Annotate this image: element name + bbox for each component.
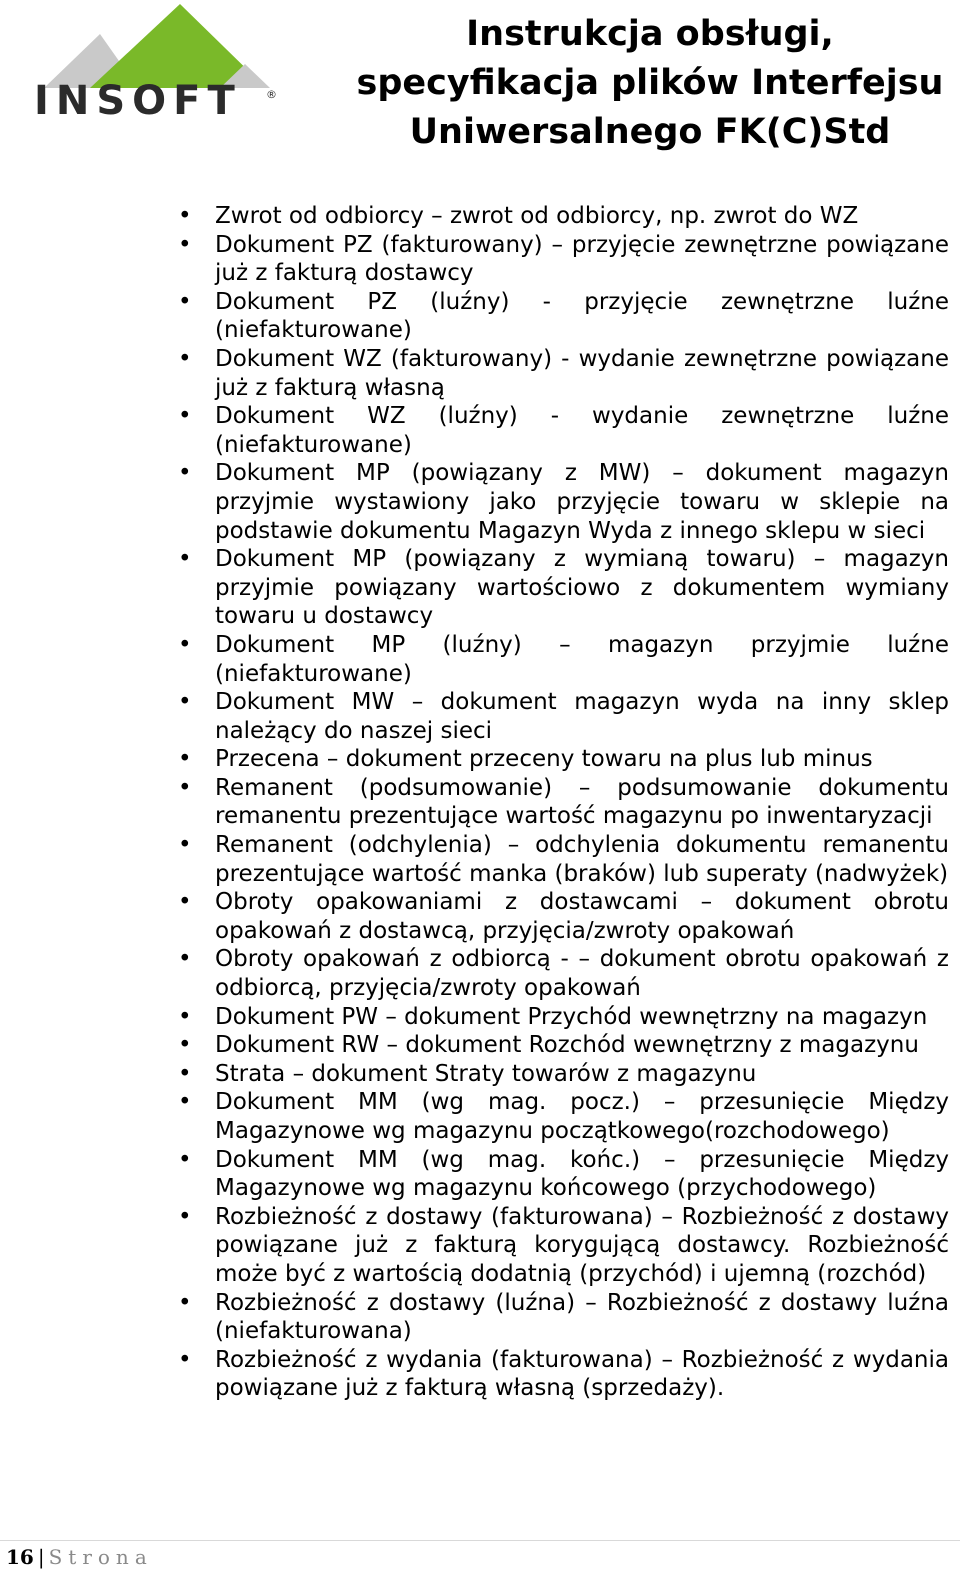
list-item: • Obroty opakowań z odbiorcą - – dokument obrotu opakowań z odbiorcą, przyjęcia/zwroty opakowań [178,945,949,1002]
list-item: • Dokument MM (wg mag. końc.) – przesunięcie Między Magazynowe wg magazynu końcowego (przychodowego) [178,1146,949,1203]
page-number: 16 [6,1545,34,1569]
page-label: Strona [48,1545,153,1569]
list-item: • Rozbieżność z wydania (fakturowana) – Rozbieżność z wydania powiązane już z fakturą własną (sprzedaży). [178,1346,949,1403]
list-item: • Przecena – dokument przeceny towaru na plus lub minus [178,745,949,774]
list-item: • Dokument MM (wg mag. pocz.) – przesunięcie Między Magazynowe wg magazynu początkowego(rozchodowego) [178,1088,949,1145]
list-item: • Dokument WZ (luźny) - wydanie zewnętrzne luźne (niefakturowane) [178,402,949,459]
page-footer [6,1545,153,1569]
title-line-1: Instrukcja obsługi, [466,14,834,54]
list-item: • Dokument MP (luźny) – magazyn przyjmie luźne (niefakturowane) [178,631,949,688]
title-line-2: specyfikacja plików Interfejsu [356,63,944,103]
svg-text:INSOFT: INSOFT [34,78,242,124]
footer-divider [0,1540,960,1541]
svg-text:®: ® [266,88,277,101]
list-item: • Rozbieżność z dostawy (fakturowana) – Rozbieżność z dostawy powiązane już z fakturą korygującą dostawcy. Rozbieżność może być z wartością dodatnią (przychód) i ujemną (rozchód) [178,1203,949,1289]
list-item: • Remanent (podsumowanie) – podsumowanie dokumentu remanentu prezentujące wartość magazynu po inwentaryzacji [178,774,949,831]
list-item: • Dokument MW – dokument magazyn wyda na inny sklep należący do naszej sieci [178,688,949,745]
list-item: • Remanent (odchylenia) – odchylenia dokumentu remanentu prezentujące wartość manka (braków) lub superaty (nadwyżek) [178,831,949,888]
page-header [0,0,960,170]
insoft-logo [30,2,280,127]
list-item: • Zwrot od odbiorcy – zwrot od odbiorcy, np. zwrot do WZ [178,202,949,231]
list-item: • Dokument RW – dokument Rozchód wewnętrzny z magazynu [178,1031,949,1060]
list-item: • Dokument WZ (fakturowany) - wydanie zewnętrzne powiązane już z fakturą własną [178,345,949,402]
list-item: • Dokument PW – dokument Przychód wewnętrzny na magazyn [178,1003,949,1032]
list-item: • Dokument PZ (fakturowany) – przyjęcie zewnętrzne powiązane już z fakturą dostawcy [178,231,949,288]
title-line-3: Uniwersalnego FK(C)Std [409,112,891,152]
document-type-list [178,202,949,1403]
list-item: • Dokument PZ (luźny) - przyjęcie zewnętrzne luźne (niefakturowane) [178,288,949,345]
footer-separator: | [37,1545,45,1569]
list-item: • Strata – dokument Straty towarów z magazynu [178,1060,949,1089]
list-item: • Rozbieżność z dostawy (luźna) – Rozbieżność z dostawy luźna (niefakturowana) [178,1289,949,1346]
list-item: • Dokument MP (powiązany z MW) – dokument magazyn przyjmie wystawiony jako przyjęcie towaru w sklepie na podstawie dokumentu Magazyn Wyda z innego sklepu w sieci [178,459,949,545]
document-title [340,10,960,157]
list-item: • Obroty opakowaniami z dostawcami – dokument obrotu opakowań z dostawcą, przyjęcia/zwroty opakowań [178,888,949,945]
list-item: • Dokument MP (powiązany z wymianą towaru) – magazyn przyjmie powiązany wartościowo z dokumentem wymiany towaru u dostawcy [178,545,949,631]
